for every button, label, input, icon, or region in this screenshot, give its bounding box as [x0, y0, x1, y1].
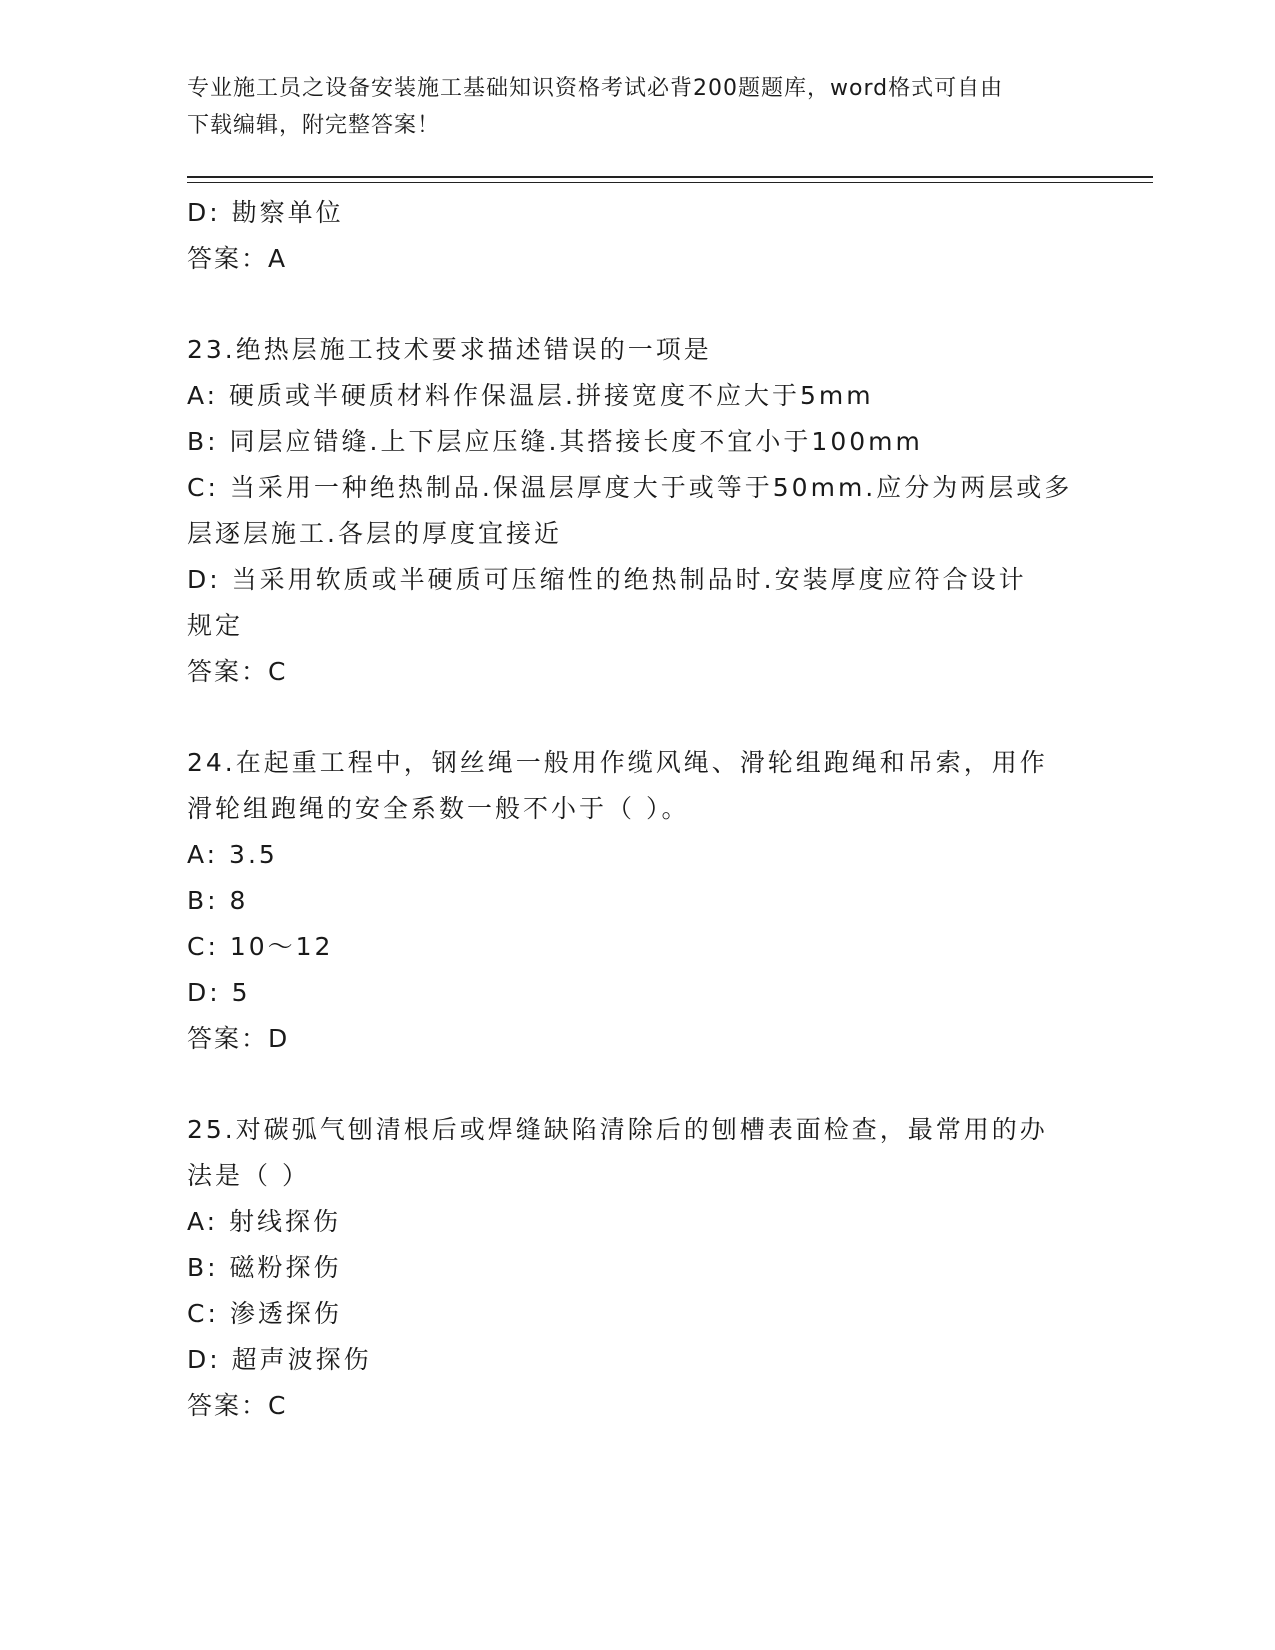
answer-line: 答案：C — [187, 657, 288, 686]
option-d: D: 勘察单位 — [187, 198, 344, 227]
question-25 — [187, 1107, 1067, 1429]
question-stem: 23.绝热层施工技术要求描述错误的一项是 — [187, 335, 712, 364]
question-stem-line-2: 法是（ ） — [187, 1161, 310, 1190]
header-title-line-1: 专业施工员之设备安装施工基础知识资格考试必背200题题库，word格式可自由 — [187, 76, 1004, 101]
document-body — [187, 190, 1087, 1429]
option-d: D: 超声波探伤 — [187, 1345, 372, 1374]
question-stem-line-1: 24.在起重工程中，钢丝绳一般用作缆风绳、滑轮组跑绳和吊索，用作 — [187, 748, 1048, 777]
document-header — [187, 70, 1067, 144]
option-c-line-1: C: 当采用一种绝热制品.保温层厚度大于或等于50mm.应分为两层或多 — [187, 473, 1073, 502]
header-title-line-2: 下载编辑，附完整答案！ — [187, 113, 441, 138]
option-d: D: 5 — [187, 978, 251, 1007]
option-c-line-2: 层逐层施工.各层的厚度宜接近 — [187, 519, 562, 548]
option-c: C: 10～12 — [187, 932, 334, 961]
answer-line: 答案：C — [187, 1391, 288, 1420]
question-22-tail — [187, 190, 1067, 282]
question-23 — [187, 327, 1073, 695]
option-d-line-1: D: 当采用软质或半硬质可压缩性的绝热制品时.安装厚度应符合设计 — [187, 565, 1027, 594]
header-divider-thin — [187, 182, 1153, 183]
option-c: C: 渗透探伤 — [187, 1299, 342, 1328]
question-stem-line-1: 25.对碳弧气刨清根后或焊缝缺陷清除后的刨槽表面检查，最常用的办 — [187, 1115, 1048, 1144]
answer-line: 答案：D — [187, 1024, 290, 1053]
answer-line: 答案：A — [187, 244, 288, 273]
option-a: A: 3.5 — [187, 840, 278, 869]
spacer — [187, 695, 1087, 740]
option-b: B: 磁粉探伤 — [187, 1253, 342, 1282]
header-divider-thick — [187, 176, 1153, 178]
question-24 — [187, 740, 1067, 1062]
spacer — [187, 282, 1087, 327]
option-d-line-2: 规定 — [187, 611, 244, 640]
question-stem-line-2: 滑轮组跑绳的安全系数一般不小于（ ）。 — [187, 794, 690, 823]
option-b: B: 同层应错缝.上下层应压缝.其搭接长度不宜小于100mm — [187, 427, 923, 456]
option-a: A: 射线探伤 — [187, 1207, 342, 1236]
option-b: B: 8 — [187, 886, 249, 915]
spacer — [187, 1062, 1087, 1107]
option-a: A: 硬质或半硬质材料作保温层.拼接宽度不应大于5mm — [187, 381, 874, 410]
